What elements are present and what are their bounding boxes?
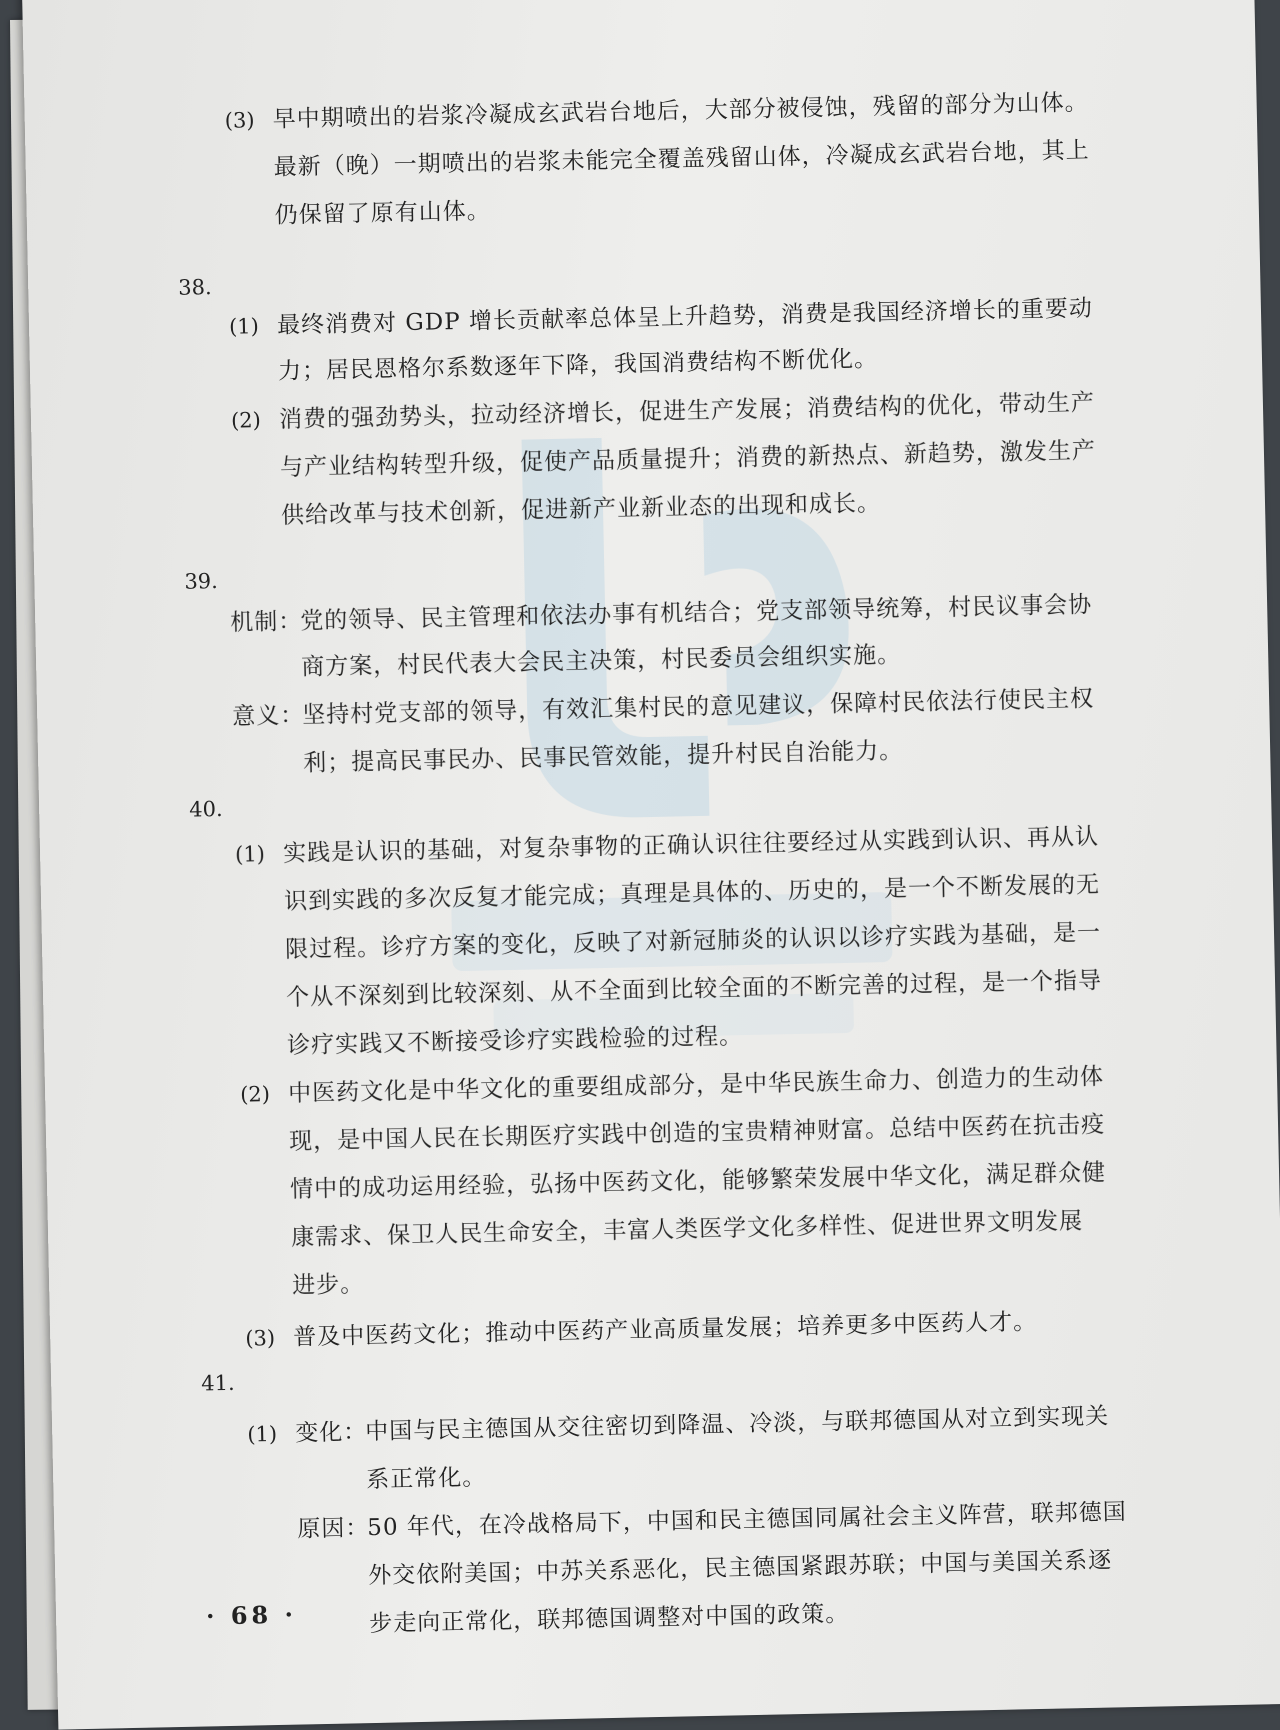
q38-part1-marker: (1) [228,314,260,339]
q39-meaning-line-2: 利；提高民事民办、民事民管效能，提升村民自治能力。 [302,737,904,777]
q40-part2-line-1: 中医药文化是中华文化的重要组成部分，是中华民族生命力、创造力的生动体 [287,1063,1105,1107]
q40-part3-line-1: 普及中医药文化；推动中医药产业高质量发展；培养更多中医药人才。 [293,1309,1038,1351]
q39-meaning-label: 意义： [231,702,305,730]
q38-part2-line-3: 供给改革与技术创新，促进新产业新业态的出现和成长。 [280,490,882,529]
q40-part1-line-4: 个从不深刻到比较深刻、从不全面到比较全面的不断完善的过程，是一个指导 [285,967,1103,1011]
q40-part3-marker: (3) [245,1325,276,1351]
q41-part1-marker: (1) [247,1421,278,1447]
q37-part3-marker: (3) [224,108,255,133]
q41-reason-line-3: 步走向正常化，联邦德国调整对中国的政策。 [369,1601,850,1638]
q38-part2-line-2: 与产业结构转型升级，促使产品质量提升；消费的新热点、新趋势，激发生产 [279,437,1097,481]
q38-part2-marker: (2) [230,408,262,433]
q40-part2-marker: (2) [239,1082,271,1107]
q38-part1-line-1: 最终消费对 GDP 增长贡献率总体呈上升趋势，消费是我国经济增长的重要动 [276,295,1094,339]
q41-number: 41. [200,1370,235,1396]
q41-change-label: 变化： [295,1419,368,1447]
q40-part2-line-4: 康需求、保卫人民生命安全，丰富人类医学文化多样性、促进世界文明发展 [290,1208,1084,1251]
q38-number: 38. [178,275,212,300]
q41-reason-line-1: 50 年代，在冷战格局下，中国和民主德国同属社会主义阵营，联邦德国 [367,1499,1127,1542]
q40-part2-line-3: 情中的成功运用经验，弘扬中医药文化，能够繁荣发展中华文化，满足群众健 [289,1159,1107,1203]
q41-change-line-2: 系正常化。 [366,1464,487,1494]
q40-part2-line-5: 进步。 [291,1271,365,1299]
q37-part3-line-1: 早中期喷出的岩浆冷凝成玄武岩台地后，大部分被侵蚀，残留的部分为山体。 [272,89,1089,133]
q40-part1-marker: (1) [234,842,266,867]
q38-part1-line-2: 力；居民恩格尔系数逐年下降，我国消费结构不断优化。 [277,346,879,385]
q41-change-line-1: 中国与民主德国从交往密切到降温、冷淡，与联邦德国从对立到实现关 [365,1403,1110,1446]
page-number: · 68 · [205,1599,298,1631]
q40-part1-line-5: 诊疗实践又不断接受诊疗实践检验的过程。 [286,1023,744,1059]
q40-part1-line-1: 实践是认识的基础，对复杂事物的正确认识往往要经过从实践到认识、再从认 [282,823,1100,867]
q41-reason-line-2: 外交依附美国；中苏关系恶化，民主德国紧跟苏联；中国与美国关系逐 [368,1547,1113,1590]
q39-mechanism-line-1: 党的领导、民主管理和依法办事有机结合；党支部领导统筹，村民议事会协 [300,591,1093,635]
q39-mechanism-line-2: 商方案，村民代表大会民主决策，村民委员会组织实施。 [300,641,902,681]
q40-part1-line-2: 识到实践的多次反复才能完成；真理是具体的、历史的，是一个不断发展的无 [283,871,1101,915]
q40-number: 40. [188,796,223,822]
q40-part1-line-3: 限过程。诊疗方案的变化，反映了对新冠肺炎的认识以诊疗实践为基础，是一 [284,919,1102,963]
q37-part3-line-2: 最新（晚）一期喷出的岩浆未能完全覆盖残留山体，冷凝成玄武岩台地，其上 [273,137,1090,181]
q39-mechanism-label: 机制： [230,608,303,636]
q40-part2-line-2: 现，是中国人民在长期医疗实践中创造的宝贵精神财富。总结中医药在抗击疫 [288,1111,1106,1155]
q41-reason-label: 原因： [297,1515,370,1543]
q38-part2-line-1: 消费的强劲势头，拉动经济增长，促进生产发展；消费结构的优化，带动生产 [278,389,1096,433]
answer-sheet-page [22,0,1280,1730]
q39-number: 39. [184,569,219,594]
q39-meaning-line-1: 坚持村党支部的领导，有效汇集村民的意见建议，保障村民依法行使民主权 [301,685,1095,729]
q37-part3-line-3: 仍保留了原有山体。 [274,198,492,229]
